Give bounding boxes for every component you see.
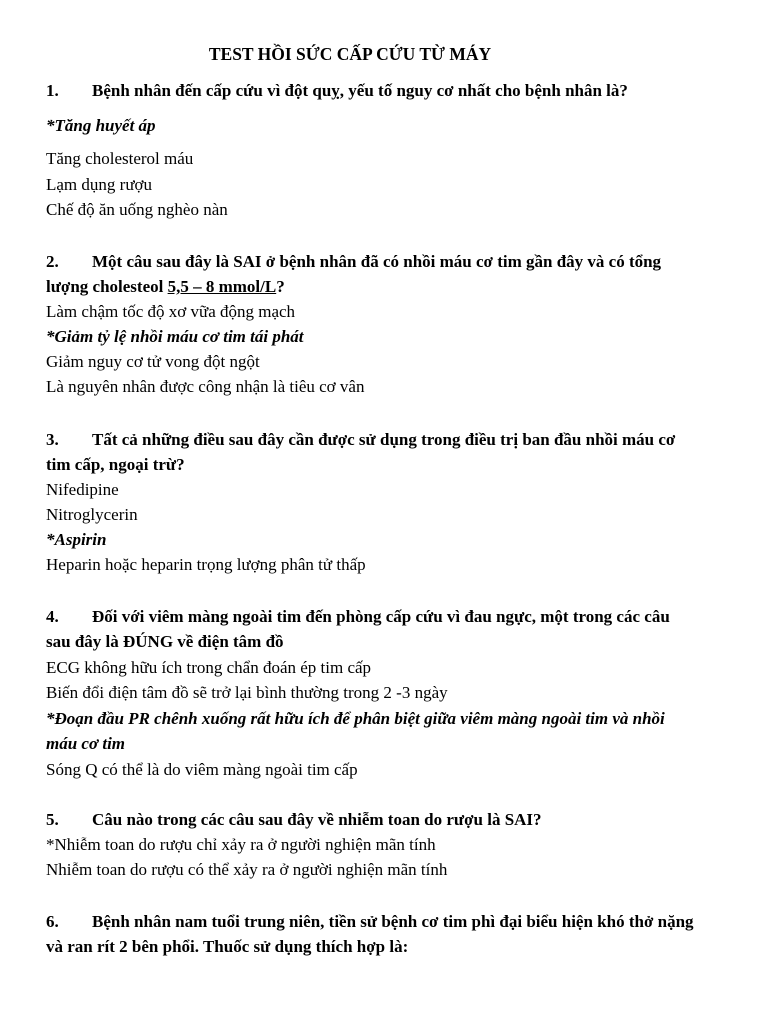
question-number: 3.: [46, 430, 59, 449]
answer-option: Nitroglycerin: [46, 505, 138, 524]
question-6-line-2: và ran rít 2 bên phổi. Thuốc sử dụng thích hợp là:: [46, 937, 409, 956]
question-number: 5.: [46, 810, 59, 829]
question-number: 4.: [46, 607, 59, 626]
answer-option: Nifedipine: [46, 480, 119, 499]
page-title: TEST HỒI SỨC CẤP CỨU TỪ MÁY: [208, 44, 492, 64]
question-2-line-2: [46, 275, 285, 299]
question-text: Bệnh nhân đến cấp cứu vì đột quỵ, yếu tố nguy cơ nhất cho bệnh nhân là?: [92, 81, 628, 100]
question-4-line-2: sau đây là ĐÚNG về điện tâm đồ: [46, 632, 284, 651]
answer-correct: *Tăng huyết áp: [46, 116, 156, 135]
question-6: [46, 910, 694, 934]
answer-correct: *Đoạn đầu PR chênh xuống rất hữu ích để phân biệt giữa viêm màng ngoài tim và nhồi: [46, 709, 665, 728]
question-text: Đối với viêm màng ngoài tim đến phòng cấp cứu vì đau ngực, một trong các câu: [92, 607, 670, 626]
question-1: [46, 79, 628, 103]
question-2: [46, 250, 661, 274]
question-number: 2.: [46, 252, 59, 271]
answer-option: Là nguyên nhân được công nhận là tiêu cơ vân: [46, 377, 365, 396]
question-text: Bệnh nhân nam tuổi trung niên, tiền sử bệnh cơ tim phì đại biểu hiện khó thở nặng: [92, 912, 694, 931]
question-3: [46, 428, 675, 452]
answer-option: Tăng cholesterol máu: [46, 149, 194, 168]
answer-option: Heparin hoặc heparin trọng lượng phân tử thấp: [46, 555, 366, 574]
answer-correct: *Giảm tỷ lệ nhồi máu cơ tim tái phát: [46, 327, 304, 346]
answer-option: Chế độ ăn uống nghèo nàn: [46, 200, 228, 219]
question-text: ?: [276, 277, 285, 296]
answer-option: Nhiễm toan do rượu có thể xảy ra ở người nghiện mãn tính: [46, 860, 448, 879]
answer-correct-line-2: máu cơ tim: [46, 734, 126, 753]
question-5: [46, 808, 542, 832]
answer-option: Lạm dụng rượu: [46, 175, 153, 194]
question-text: Một câu sau đây là SAI ở bệnh nhân đã có nhồi máu cơ tim gần đây và có tổng: [92, 252, 662, 271]
question-number: 6.: [46, 912, 59, 931]
answer-option: ECG không hữu ích trong chẩn đoán ép tim cấp: [46, 658, 372, 677]
question-text: lượng cholesteol: [46, 277, 168, 296]
question-text: Tất cả những điều sau đây cần được sử dụng trong điều trị ban đầu nhồi máu cơ: [92, 430, 676, 449]
underlined-value: 5,5 – 8 mmol/L: [167, 277, 277, 296]
question-4: [46, 605, 670, 629]
answer-option: Làm chậm tốc độ xơ vữa động mạch: [46, 302, 296, 321]
answer-option: Biến đổi điện tâm đồ sẽ trở lại bình thường trong 2 -3 ngày: [46, 683, 448, 702]
answer-option: *Nhiễm toan do rượu chỉ xảy ra ở người nghiện mãn tính: [46, 835, 436, 854]
answer-option: Giảm nguy cơ tử vong đột ngột: [46, 352, 260, 371]
question-text: Câu nào trong các câu sau đây về nhiễm toan do rượu là SAI?: [92, 810, 542, 829]
question-number: 1.: [46, 81, 59, 100]
answer-option: Sóng Q có thể là do viêm màng ngoài tim cấp: [46, 760, 358, 779]
question-3-line-2: tim cấp, ngoại trừ?: [46, 455, 185, 474]
answer-correct: *Aspirin: [46, 530, 107, 549]
